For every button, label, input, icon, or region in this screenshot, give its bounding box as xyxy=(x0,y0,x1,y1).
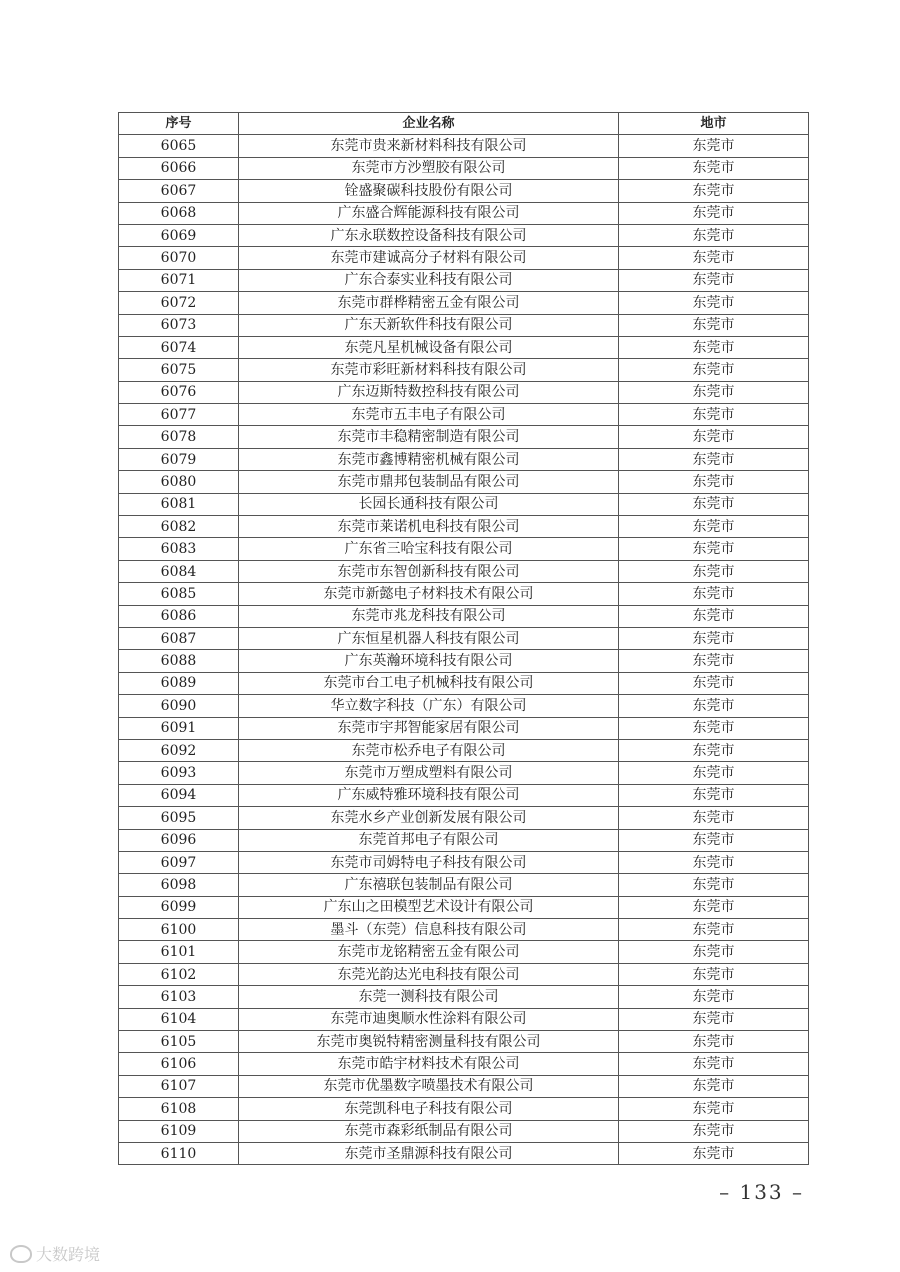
row-company-name: 长园长通科技有限公司 xyxy=(239,493,619,515)
table-row xyxy=(119,1075,809,1097)
table-row xyxy=(119,471,809,493)
row-city: 东莞市 xyxy=(619,1120,809,1142)
row-company-name: 广东天新软件科技有限公司 xyxy=(239,314,619,336)
table-row xyxy=(119,247,809,269)
row-serial: 6084 xyxy=(119,560,239,582)
table-row xyxy=(119,986,809,1008)
row-city: 东莞市 xyxy=(619,1053,809,1075)
row-serial: 6104 xyxy=(119,1008,239,1030)
row-city: 东莞市 xyxy=(619,516,809,538)
row-company-name: 东莞市司姆特电子科技有限公司 xyxy=(239,851,619,873)
row-serial: 6067 xyxy=(119,180,239,202)
table-row xyxy=(119,1053,809,1075)
row-city: 东莞市 xyxy=(619,224,809,246)
table-row xyxy=(119,516,809,538)
row-company-name: 东莞市莱诺机电科技有限公司 xyxy=(239,516,619,538)
table-row xyxy=(119,650,809,672)
row-company-name: 东莞凯科电子科技有限公司 xyxy=(239,1098,619,1120)
row-city: 东莞市 xyxy=(619,1098,809,1120)
header-city: 地市 xyxy=(619,113,809,135)
table-row xyxy=(119,762,809,784)
row-serial: 6079 xyxy=(119,448,239,470)
row-serial: 6105 xyxy=(119,1031,239,1053)
row-city: 东莞市 xyxy=(619,404,809,426)
row-company-name: 广东永联数控设备科技有限公司 xyxy=(239,224,619,246)
table-row xyxy=(119,336,809,358)
row-serial: 6100 xyxy=(119,919,239,941)
row-serial: 6078 xyxy=(119,426,239,448)
row-serial: 6066 xyxy=(119,157,239,179)
table-row xyxy=(119,224,809,246)
row-company-name: 东莞市宇邦智能家居有限公司 xyxy=(239,717,619,739)
row-city: 东莞市 xyxy=(619,695,809,717)
table-row xyxy=(119,605,809,627)
row-company-name: 东莞市丰稳精密制造有限公司 xyxy=(239,426,619,448)
row-city: 东莞市 xyxy=(619,963,809,985)
table-row xyxy=(119,1142,809,1164)
row-serial: 6085 xyxy=(119,583,239,605)
table-row xyxy=(119,157,809,179)
row-company-name: 东莞市优墨数字喷墨技术有限公司 xyxy=(239,1075,619,1097)
table-row xyxy=(119,829,809,851)
row-company-name: 东莞水乡产业创新发展有限公司 xyxy=(239,807,619,829)
row-city: 东莞市 xyxy=(619,1142,809,1164)
row-serial: 6106 xyxy=(119,1053,239,1075)
row-city: 东莞市 xyxy=(619,560,809,582)
row-company-name: 东莞市龙铭精密五金有限公司 xyxy=(239,941,619,963)
watermark-logo-icon xyxy=(10,1245,32,1263)
row-serial: 6095 xyxy=(119,807,239,829)
row-city: 东莞市 xyxy=(619,471,809,493)
table-row xyxy=(119,135,809,157)
row-company-name: 东莞市建诚高分子材料有限公司 xyxy=(239,247,619,269)
row-city: 东莞市 xyxy=(619,829,809,851)
row-company-name: 东莞市鼎邦包装制品有限公司 xyxy=(239,471,619,493)
table-row xyxy=(119,896,809,918)
row-company-name: 东莞市圣鼎源科技有限公司 xyxy=(239,1142,619,1164)
row-serial: 6092 xyxy=(119,739,239,761)
row-serial: 6099 xyxy=(119,896,239,918)
table-row xyxy=(119,314,809,336)
row-company-name: 广东禧联包装制品有限公司 xyxy=(239,874,619,896)
row-serial: 6076 xyxy=(119,381,239,403)
row-serial: 6065 xyxy=(119,135,239,157)
table-row xyxy=(119,583,809,605)
enterprise-table xyxy=(118,112,809,1165)
row-city: 东莞市 xyxy=(619,157,809,179)
row-serial: 6080 xyxy=(119,471,239,493)
row-city: 东莞市 xyxy=(619,874,809,896)
row-serial: 6102 xyxy=(119,963,239,985)
row-city: 东莞市 xyxy=(619,762,809,784)
table-row xyxy=(119,919,809,941)
row-serial: 6097 xyxy=(119,851,239,873)
row-serial: 6069 xyxy=(119,224,239,246)
row-city: 东莞市 xyxy=(619,448,809,470)
table-row xyxy=(119,941,809,963)
table-row xyxy=(119,1008,809,1030)
table-row xyxy=(119,404,809,426)
row-serial: 6096 xyxy=(119,829,239,851)
row-city: 东莞市 xyxy=(619,269,809,291)
row-city: 东莞市 xyxy=(619,180,809,202)
row-serial: 6094 xyxy=(119,784,239,806)
row-city: 东莞市 xyxy=(619,1008,809,1030)
table-row xyxy=(119,1098,809,1120)
row-serial: 6073 xyxy=(119,314,239,336)
row-serial: 6083 xyxy=(119,538,239,560)
page-number: – 133 – xyxy=(719,1180,804,1204)
table-body xyxy=(119,135,809,1165)
row-city: 东莞市 xyxy=(619,583,809,605)
table-header-row xyxy=(119,113,809,135)
row-company-name: 东莞市群桦精密五金有限公司 xyxy=(239,292,619,314)
row-city: 东莞市 xyxy=(619,627,809,649)
row-city: 东莞市 xyxy=(619,650,809,672)
row-city: 东莞市 xyxy=(619,807,809,829)
table-row xyxy=(119,739,809,761)
row-company-name: 东莞市五丰电子有限公司 xyxy=(239,404,619,426)
row-company-name: 广东英瀚环境科技有限公司 xyxy=(239,650,619,672)
row-city: 东莞市 xyxy=(619,717,809,739)
row-serial: 6077 xyxy=(119,404,239,426)
row-serial: 6070 xyxy=(119,247,239,269)
table-row xyxy=(119,269,809,291)
table-row xyxy=(119,874,809,896)
table-row xyxy=(119,292,809,314)
table-row xyxy=(119,359,809,381)
row-serial: 6108 xyxy=(119,1098,239,1120)
row-city: 东莞市 xyxy=(619,672,809,694)
row-company-name: 东莞市鑫博精密机械有限公司 xyxy=(239,448,619,470)
table-row xyxy=(119,448,809,470)
row-serial: 6068 xyxy=(119,202,239,224)
row-serial: 6110 xyxy=(119,1142,239,1164)
header-company-name: 企业名称 xyxy=(239,113,619,135)
header-serial: 序号 xyxy=(119,113,239,135)
row-city: 东莞市 xyxy=(619,538,809,560)
row-serial: 6107 xyxy=(119,1075,239,1097)
watermark xyxy=(10,1242,100,1265)
row-company-name: 东莞首邦电子有限公司 xyxy=(239,829,619,851)
row-city: 东莞市 xyxy=(619,359,809,381)
row-city: 东莞市 xyxy=(619,896,809,918)
row-company-name: 东莞凡星机械设备有限公司 xyxy=(239,336,619,358)
row-company-name: 东莞市东智创新科技有限公司 xyxy=(239,560,619,582)
row-serial: 6093 xyxy=(119,762,239,784)
row-serial: 6071 xyxy=(119,269,239,291)
row-city: 东莞市 xyxy=(619,336,809,358)
row-serial: 6087 xyxy=(119,627,239,649)
table-row xyxy=(119,381,809,403)
row-city: 东莞市 xyxy=(619,851,809,873)
row-city: 东莞市 xyxy=(619,1075,809,1097)
table-row xyxy=(119,627,809,649)
table-row xyxy=(119,851,809,873)
row-company-name: 东莞市方沙塑胶有限公司 xyxy=(239,157,619,179)
row-company-name: 铨盛聚碳科技股份有限公司 xyxy=(239,180,619,202)
row-company-name: 广东迈斯特数控科技有限公司 xyxy=(239,381,619,403)
row-company-name: 广东恒星机器人科技有限公司 xyxy=(239,627,619,649)
row-company-name: 东莞市松乔电子有限公司 xyxy=(239,739,619,761)
row-city: 东莞市 xyxy=(619,247,809,269)
row-company-name: 东莞市皓宇材料技术有限公司 xyxy=(239,1053,619,1075)
row-serial: 6090 xyxy=(119,695,239,717)
table-row xyxy=(119,1031,809,1053)
row-city: 东莞市 xyxy=(619,605,809,627)
row-company-name: 东莞市彩旺新材料科技有限公司 xyxy=(239,359,619,381)
row-serial: 6088 xyxy=(119,650,239,672)
table-row xyxy=(119,560,809,582)
table-row xyxy=(119,202,809,224)
row-city: 东莞市 xyxy=(619,292,809,314)
table-row xyxy=(119,538,809,560)
row-city: 东莞市 xyxy=(619,1031,809,1053)
row-company-name: 华立数字科技（广东）有限公司 xyxy=(239,695,619,717)
row-serial: 6103 xyxy=(119,986,239,1008)
table-row xyxy=(119,493,809,515)
row-serial: 6081 xyxy=(119,493,239,515)
table-row xyxy=(119,426,809,448)
table-row xyxy=(119,784,809,806)
row-company-name: 东莞光韵达光电科技有限公司 xyxy=(239,963,619,985)
row-company-name: 广东盛合辉能源科技有限公司 xyxy=(239,202,619,224)
row-company-name: 东莞市奥锐特精密测量科技有限公司 xyxy=(239,1031,619,1053)
row-city: 东莞市 xyxy=(619,135,809,157)
row-city: 东莞市 xyxy=(619,784,809,806)
row-city: 东莞市 xyxy=(619,739,809,761)
row-serial: 6075 xyxy=(119,359,239,381)
row-company-name: 东莞市贵来新材料科技有限公司 xyxy=(239,135,619,157)
row-company-name: 广东省三哈宝科技有限公司 xyxy=(239,538,619,560)
row-company-name: 东莞市森彩纸制品有限公司 xyxy=(239,1120,619,1142)
row-serial: 6098 xyxy=(119,874,239,896)
row-company-name: 广东威特雅环境科技有限公司 xyxy=(239,784,619,806)
row-city: 东莞市 xyxy=(619,919,809,941)
row-serial: 6086 xyxy=(119,605,239,627)
row-company-name: 墨斗（东莞）信息科技有限公司 xyxy=(239,919,619,941)
row-company-name: 东莞市台工电子机械科技有限公司 xyxy=(239,672,619,694)
row-company-name: 广东合泰实业科技有限公司 xyxy=(239,269,619,291)
row-city: 东莞市 xyxy=(619,314,809,336)
row-company-name: 东莞市新懿电子材料技术有限公司 xyxy=(239,583,619,605)
table-row xyxy=(119,695,809,717)
table-row xyxy=(119,717,809,739)
watermark-text: 大数跨境 xyxy=(36,1245,101,1264)
row-serial: 6089 xyxy=(119,672,239,694)
row-serial: 6101 xyxy=(119,941,239,963)
table-row xyxy=(119,963,809,985)
row-company-name: 东莞市兆龙科技有限公司 xyxy=(239,605,619,627)
row-company-name: 广东山之田模型艺术设计有限公司 xyxy=(239,896,619,918)
row-city: 东莞市 xyxy=(619,202,809,224)
row-city: 东莞市 xyxy=(619,941,809,963)
row-company-name: 东莞一测科技有限公司 xyxy=(239,986,619,1008)
table-row xyxy=(119,807,809,829)
row-serial: 6091 xyxy=(119,717,239,739)
table-row xyxy=(119,180,809,202)
row-serial: 6109 xyxy=(119,1120,239,1142)
table-row xyxy=(119,1120,809,1142)
table-row xyxy=(119,672,809,694)
row-city: 东莞市 xyxy=(619,426,809,448)
row-city: 东莞市 xyxy=(619,493,809,515)
row-serial: 6082 xyxy=(119,516,239,538)
row-city: 东莞市 xyxy=(619,381,809,403)
row-company-name: 东莞市万塑成塑料有限公司 xyxy=(239,762,619,784)
row-serial: 6074 xyxy=(119,336,239,358)
row-company-name: 东莞市迪奥顺水性涂料有限公司 xyxy=(239,1008,619,1030)
row-city: 东莞市 xyxy=(619,986,809,1008)
row-serial: 6072 xyxy=(119,292,239,314)
